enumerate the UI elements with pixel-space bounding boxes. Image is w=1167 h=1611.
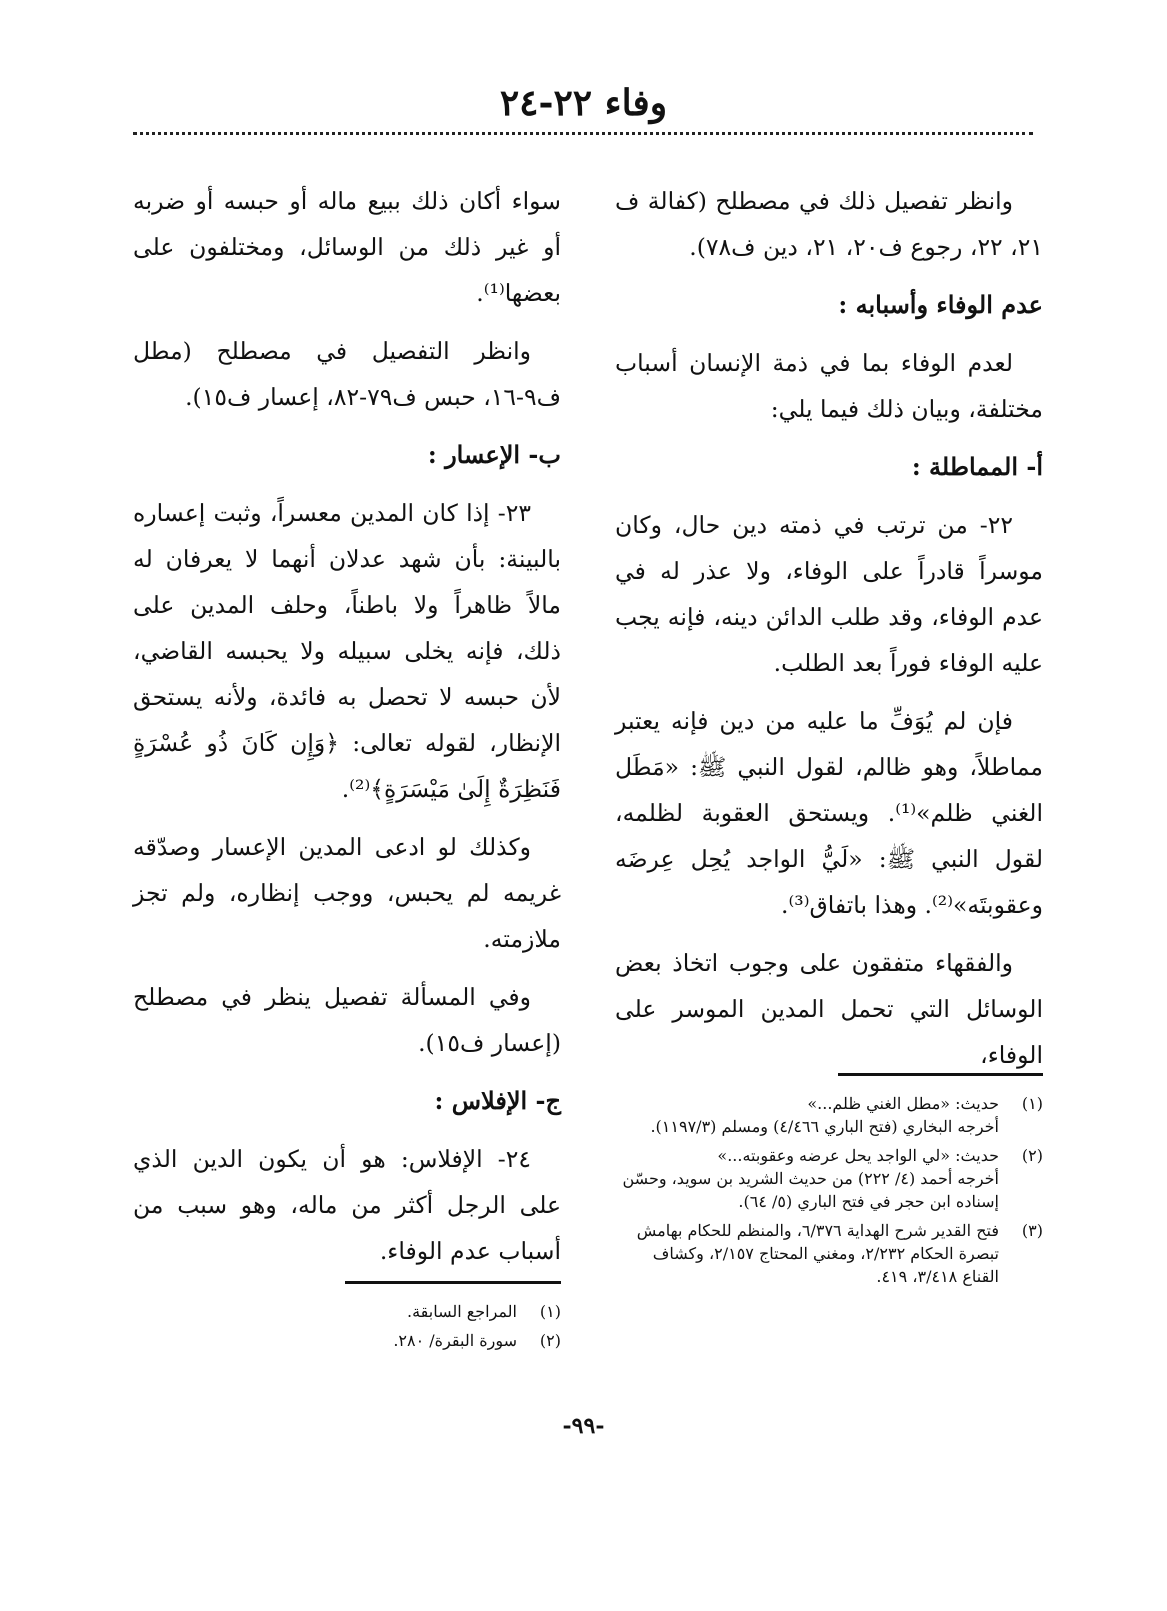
paragraph: والفقهاء متفقون على وجوب اتخاذ بعض الوسائل التي تحمل المدين الموسر على الوفاء،: [615, 949, 1043, 1069]
footnote-item: [133, 1329, 561, 1352]
footnote-line: أخرجه أحمد (٤/ ٢٢٢) من حديث الشريد بن سويد، وحسّن إسناده ابن حجر في فتح الباري (٥/ ٦٤).: [622, 1169, 999, 1211]
page-number: -٩٩-: [562, 1413, 605, 1439]
footnote-item: [615, 1144, 1043, 1213]
left-column: [133, 178, 561, 1286]
paragraph: فإن لم يُوَفِّ ما عليه من دين فإنه يعتبر مماطلاً، وهو ظالم، لقول النبي ﷺ: «مَطَل الغني ظلم»⁽¹⁾. ويستحق العقوبة لظلمه، لقول النبي ﷺ: «لَيُّ الواجد يُحِل عِرضَه وعقوبتَه»⁽²⁾. وهذا باتفاق⁽³⁾.: [615, 707, 1043, 919]
section-heading: ج- الإفلاس :: [434, 1086, 561, 1115]
footnote-item: [615, 1092, 1043, 1138]
section-heading: عدم الوفاء وأسبابه :: [838, 290, 1043, 319]
right-column: [615, 178, 1043, 1090]
footnote-text: [615, 1092, 999, 1138]
footnote-line: المراجع السابقة.: [406, 1302, 517, 1321]
footnote-separator-right: [838, 1073, 1043, 1076]
footnote-line: فتح القدير شرح الهداية ٦/٣٧٦، والمنظم للحكام بهامش تبصرة الحكام ٢/٢٣٢، ومغني المحتاج ٢/١٥٧، وكشاف القناع ٣/٤١٨، ٤١٩.: [636, 1221, 999, 1286]
footnote-number: (٢): [1021, 1146, 1043, 1165]
paragraph: ٢٢- من ترتب في ذمته دين حال، وكان موسراً قادراً على الوفاء، ولا عذر له في عدم الوفاء، وقد طلب الدائن دينه، فإنه يجب عليه الوفاء فوراً بعد الطلب.: [615, 511, 1043, 677]
paragraph: وانظر تفصيل ذلك في مصطلح (كفالة ف ٢١، ٢٢، رجوع ف٢٠، ٢١، دين ف٧٨).: [615, 187, 1043, 261]
section-heading: أ- المماطلة :: [911, 452, 1043, 481]
footnote-text: [133, 1329, 517, 1352]
footnote-text: [615, 1219, 999, 1288]
paragraph: سواء أكان ذلك ببيع ماله أو حبسه أو ضربه أو غير ذلك من الوسائل، ومختلفون على بعضها⁽¹⁾.: [133, 187, 561, 307]
footnote-number: (٣): [1021, 1221, 1043, 1240]
footnote-number: (٢): [539, 1331, 561, 1350]
paragraph: لعدم الوفاء بما في ذمة الإنسان أسباب مختلفة، وبيان ذلك فيما يلي:: [615, 349, 1043, 423]
paragraph: ٢٣- إذا كان المدين معسراً، وثبت إعساره بالبينة: بأن شهد عدلان أنهما لا يعرفان له مالاً ظاهراً ولا باطناً، وحلف المدين على ذلك، فإنه يخلى سبيله ولا يحبسه القاضي، لأن حبسه لا تحصل به فائدة، ولأنه يستحق الإنظار، لقوله تعالى: ﴿وَإِن كَانَ ذُو عُسْرَةٍ فَنَظِرَةٌ إِلَىٰ مَيْسَرَةٍ﴾⁽²⁾.: [133, 499, 561, 803]
footnote-line: أخرجه البخاري (فتح الباري ٤/٤٦٦) ومسلم (١١٩٧/٣).: [650, 1117, 999, 1136]
footnote-separator-left: [345, 1281, 561, 1284]
footnote-line: حديث: «لي الواجد يحل عرضه وعقوبته...»: [717, 1146, 999, 1165]
footnote-line: سورة البقرة/ ٢٨٠.: [393, 1331, 517, 1350]
header-dotted-divider: [133, 132, 1033, 135]
footnotes-left: [133, 1300, 561, 1358]
page-header-title: وفاء ٢٢-٢٤: [499, 82, 668, 124]
footnote-number: (١): [539, 1302, 561, 1321]
footnotes-right: [615, 1092, 1043, 1294]
paragraph: وكذلك لو ادعى المدين الإعسار وصدّقه غريمه لم يحبس، ووجب إنظاره، ولم تجز ملازمته.: [133, 833, 561, 953]
footnote-text: [133, 1300, 517, 1323]
footnote-number: (١): [1021, 1094, 1043, 1113]
paragraph: وفي المسألة تفصيل ينظر في مصطلح (إعسار ف١٥).: [133, 983, 561, 1057]
section-heading: ب- الإعسار :: [427, 440, 561, 469]
footnote-line: حديث: «مطل الغني ظلم...»: [807, 1094, 999, 1113]
footnote-item: [615, 1219, 1043, 1288]
footnote-text: [615, 1144, 999, 1213]
paragraph: وانظر التفصيل في مصطلح (مطل ف٩-١٦، حبس ف٧٩-٨٢، إعسار ف١٥).: [133, 337, 561, 411]
footnote-item: [133, 1300, 561, 1323]
paragraph: ٢٤- الإفلاس: هو أن يكون الدين الذي على الرجل أكثر من ماله، وهو سبب من أسباب عدم الوفاء.: [133, 1145, 561, 1265]
